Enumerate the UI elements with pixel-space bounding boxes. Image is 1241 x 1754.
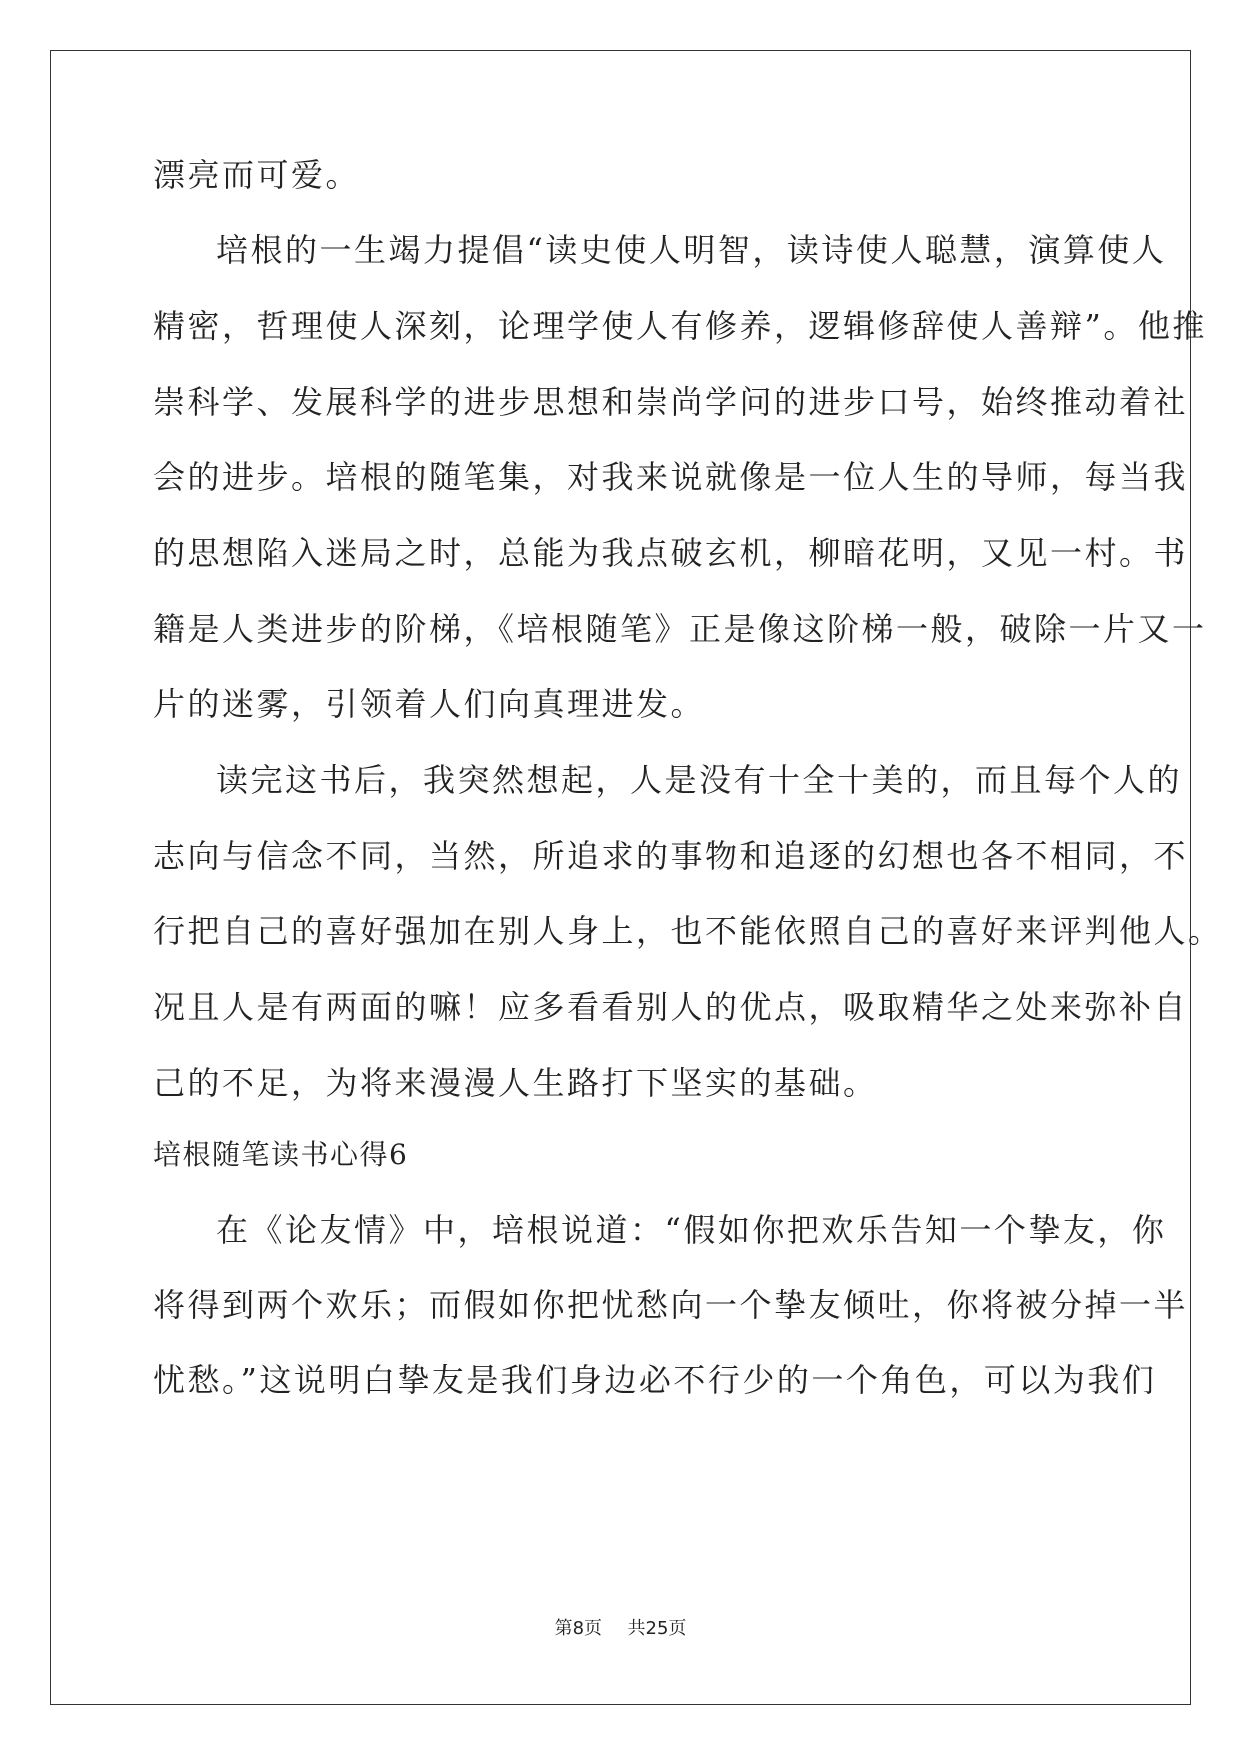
paragraph-line: 行把自己的喜好强加在别人身上，也不能依照自己的喜好来评判他人。	[153, 912, 1223, 950]
section-heading: 培根随笔读书心得6	[153, 1138, 409, 1171]
paragraph-line: 况且人是有两面的嘛！应多看看别人的优点，吸取精华之处来弥补自	[153, 988, 1189, 1026]
paragraph-line: 忧愁。”这说明白挚友是我们身边必不行少的一个角色，可以为我们	[153, 1361, 1157, 1399]
page-footer	[0, 1614, 1241, 1640]
page-border	[50, 50, 1191, 1705]
paragraph-line: 精密，哲理使人深刻，论理学使人有修养，逻辑修辞使人善辩”。他推	[153, 307, 1207, 345]
paragraph-line: 的思想陷入迷局之时，总能为我点破玄机，柳暗花明，又见一村。书	[153, 534, 1189, 572]
total-pages: 25	[645, 1618, 669, 1639]
total-prefix: 共	[627, 1618, 646, 1639]
paragraph-line: 籍是人类进步的阶梯，《培根随笔》正是像这阶梯一般，破除一片又一	[153, 610, 1207, 648]
paragraph-line: 将得到两个欢乐；而假如你把忧愁向一个挚友倾吐，你将被分掉一半	[153, 1286, 1189, 1324]
paragraph-line: 志向与信念不同，当然，所追求的事物和追逐的幻想也各不相同，不	[153, 837, 1189, 875]
paragraph-line: 培根的一生竭力提倡“读史使人明智，读诗使人聪慧，演算使人	[216, 231, 1167, 269]
paragraph-line: 在《论友情》中，培根说道：“假如你把欢乐告知一个挚友，你	[216, 1211, 1167, 1249]
page-number: 8	[572, 1618, 585, 1639]
paragraph-line: 片的迷雾，引领着人们向真理进发。	[153, 685, 706, 723]
paragraph-line: 崇科学、发展科学的进步思想和崇尚学问的进步口号，始终推动着社	[153, 383, 1189, 421]
paragraph-line: 会的进步。培根的随笔集，对我来说就像是一位人生的导师，每当我	[153, 458, 1189, 496]
total-suffix: 页	[668, 1618, 687, 1639]
paragraph-line: 读完这书后，我突然想起，人是没有十全十美的，而且每个人的	[216, 761, 1183, 799]
paragraph-line: 漂亮而可爱。	[153, 156, 361, 194]
page-prefix: 第	[554, 1618, 573, 1639]
page-suffix: 页	[584, 1618, 603, 1639]
paragraph-line: 己的不足，为将来漫漫人生路打下坚实的基础。	[153, 1064, 878, 1102]
